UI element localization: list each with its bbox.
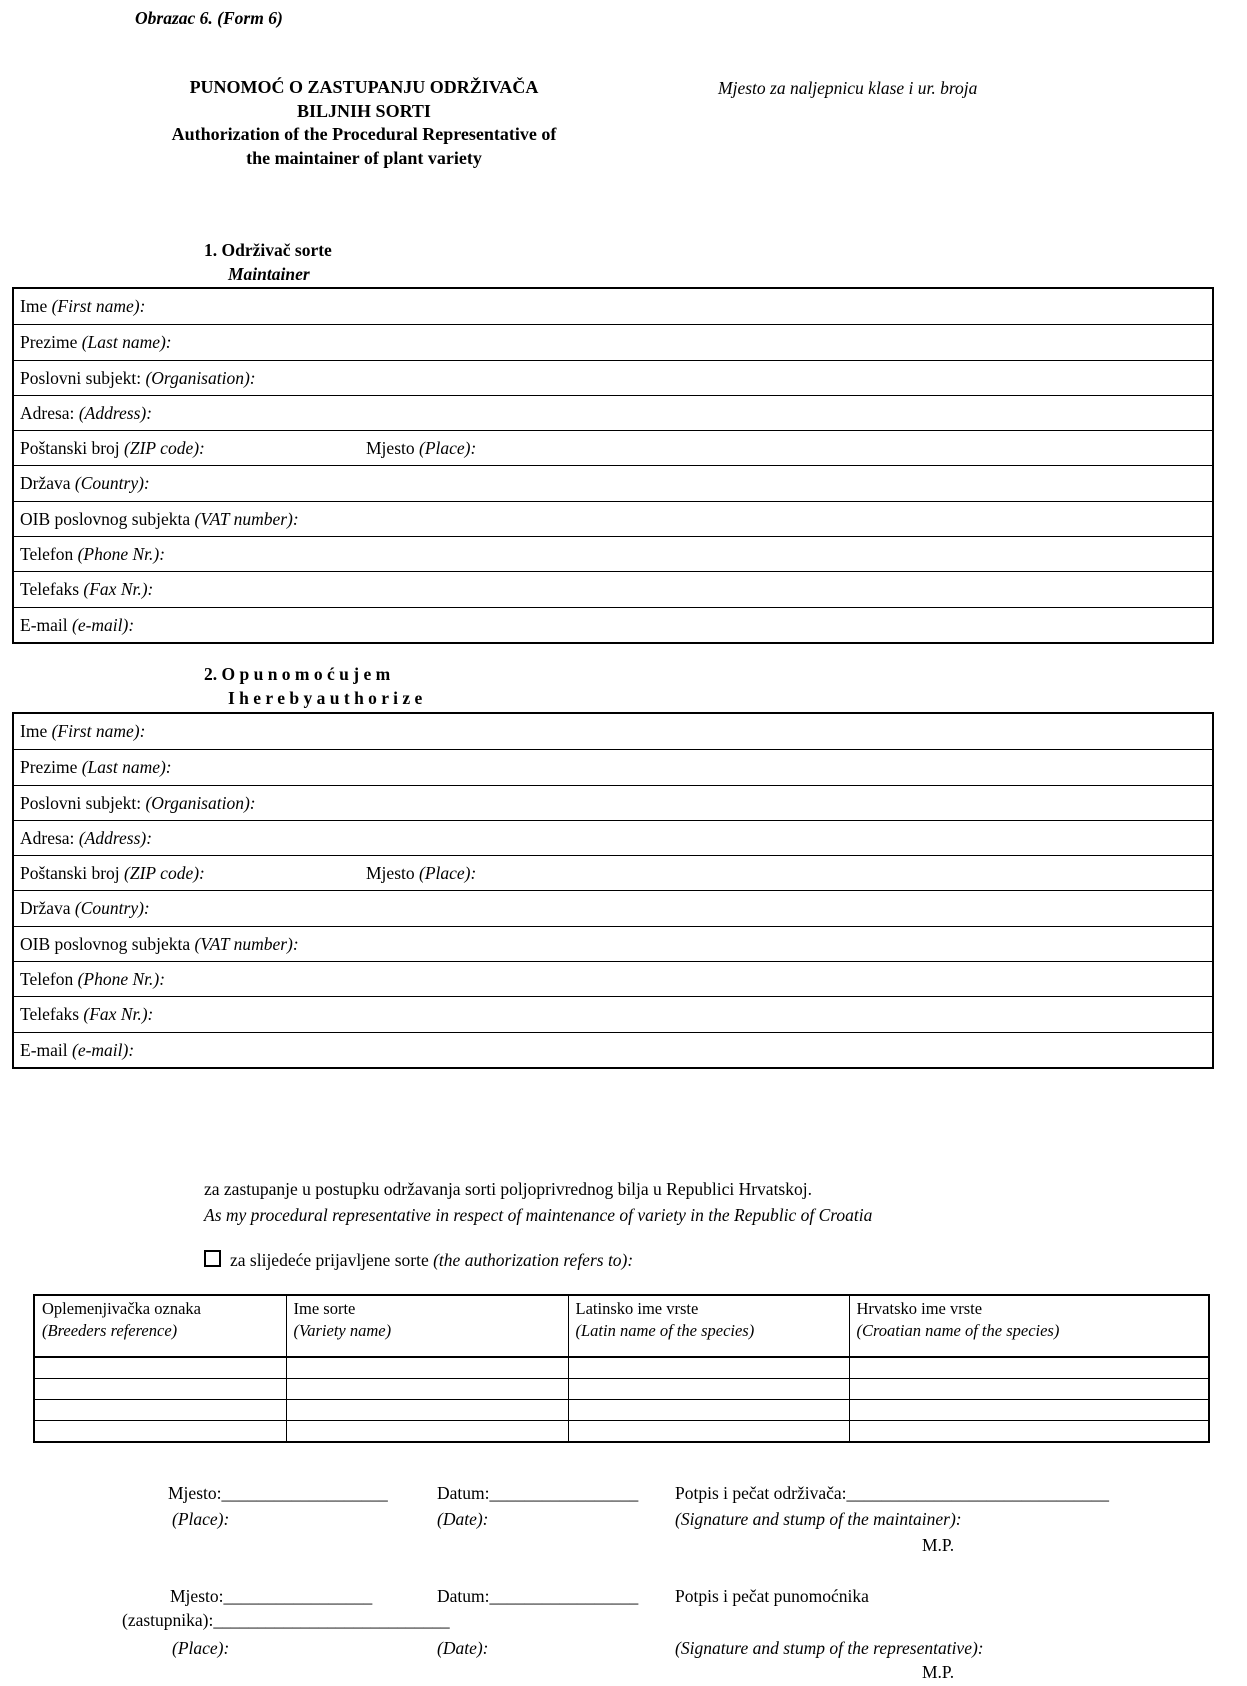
form-title-en-line1: Authorization of the Procedural Representative of [171,124,557,144]
field-label: Država [20,473,71,494]
field-hint: (VAT number): [194,933,299,954]
field-row-adresa [14,395,1212,430]
field-hint: (e-mail): [72,614,135,635]
field-label: Prezime [20,332,78,353]
sig1-mp: M.P. [922,1535,955,1555]
variety-cell [568,1400,849,1421]
field-row-drzava [14,465,1212,500]
col-header-hr: Hrvatsko ime vrste [856,1299,983,1318]
field-hint: (Phone Nr.): [77,969,166,990]
statement [204,1176,872,1228]
sig2-zastupnika-label: (zastupnika): [122,1610,214,1630]
field-label: E-mail [20,1039,68,1060]
variety-cell [34,1421,286,1443]
field-row-telefon [14,961,1212,996]
variety-cell [286,1357,568,1379]
field-hint: (Last name): [81,332,172,353]
sig2-place-line: _________________ [223,1586,373,1606]
form-title-hr-line2: BILJNIH SORTI [297,100,431,121]
field-hint: (Organisation): [145,792,256,813]
field-label: Telefon [20,544,74,565]
col-header-hr: Latinsko ime vrste [575,1299,699,1318]
field-label: Poslovni subjekt: [20,792,142,813]
field-label: Poslovni subjekt: [20,367,142,388]
field-label: OIB poslovnog subjekta [20,933,191,954]
field-row-drzava [14,890,1212,925]
sig1-date [437,1483,638,1504]
field-row-prezime [14,749,1212,784]
col-header-en: (Latin name of the species) [575,1321,755,1340]
sticker-note: Mjesto za naljepnicu klase i ur. broja [718,78,978,98]
field-hint: (Address): [78,402,153,423]
section2-subtitle: I h e r e b y a u t h o r i z e [228,688,423,708]
statement-en: As my procedural representative in respect of maintenance of variety in the Republic of Croatia [204,1205,873,1225]
variety-cell [568,1379,849,1400]
sig2-date [437,1586,638,1607]
field-hint: (Country): [74,898,150,919]
sig2-mp: M.P. [922,1662,955,1682]
field-label: Adresa: [20,827,75,848]
variety-row [34,1400,1209,1421]
sig2-sign-en: (Signature and stump of the representative): [675,1638,984,1658]
sig2-place [170,1586,372,1607]
field-mjesto [366,431,476,466]
variety-cell [34,1400,286,1421]
field-label: Telefaks [20,579,80,600]
field-row-adresa [14,820,1212,855]
varieties-option [204,1250,633,1271]
sig2-sign-label: Potpis i pečat punomoćnika [675,1586,869,1606]
varieties-col-breeders-reference [34,1295,286,1357]
variety-cell [849,1400,1209,1421]
field-row-postanski-broj [14,430,1212,465]
field-label: Telefon [20,969,74,990]
sig1-place-en: (Place): [172,1509,230,1529]
representative-table [12,712,1214,1069]
field-row-oib [14,926,1212,961]
sig1-place-line: ___________________ [221,1483,388,1503]
sig2-zastupnika [122,1610,450,1631]
field-hint: (Organisation): [145,367,256,388]
col-header-en: (Variety name) [293,1321,392,1340]
col-header-en: (Croatian name of the species) [856,1321,1060,1340]
variety-cell [286,1421,568,1443]
sig2-zastupnika-line: ___________________________ [213,1610,450,1630]
sig2-date-en: (Date): [437,1638,489,1658]
variety-row [34,1421,1209,1443]
field-row-postanski-broj [14,855,1212,890]
varieties-col-latin-name [568,1295,849,1357]
maintainer-table [12,287,1214,644]
field-row-telefaks [14,996,1212,1031]
field-hint: (Place): [419,438,477,459]
variety-cell [34,1379,286,1400]
field-hint: (e-mail): [72,1039,135,1060]
field-hint: (Last name): [81,757,172,778]
col-header-hr: Ime sorte [293,1299,356,1318]
form-title-hr-line1: PUNOMOĆ O ZASTUPANJU ODRŽIVAČA [189,77,539,97]
col-header-en: (Breeders reference) [42,1321,178,1340]
field-hint: (Place): [419,863,477,884]
field-hint: (ZIP code): [124,863,205,884]
field-label: Mjesto [366,438,415,459]
variety-cell [286,1400,568,1421]
field-row-email [14,607,1212,642]
variety-cell [568,1421,849,1443]
field-hint: (Phone Nr.): [77,544,166,565]
field-label: Mjesto [366,863,415,884]
sig2-place-label: Mjesto: [170,1586,224,1606]
varieties-header-row [34,1295,1209,1357]
variety-cell [34,1357,286,1379]
field-label: Prezime [20,757,78,778]
sig1-sign [675,1483,1109,1504]
varieties-option-en: (the authorization refers to): [433,1250,634,1270]
sig2-place-en: (Place): [172,1638,230,1658]
sig1-sign-line: ______________________________ [846,1483,1110,1503]
sig2-date-label: Datum: [437,1586,490,1606]
field-hint: (VAT number): [194,508,299,529]
field-label: E-mail [20,614,68,635]
col-header-hr: Oplemenjivačka oznaka [42,1299,201,1318]
field-row-oib [14,501,1212,536]
sig1-date-line: _________________ [489,1483,639,1503]
sig1-sign-label: Potpis i pečat održivača: [675,1483,847,1503]
variety-cell [849,1379,1209,1400]
section2-title: 2. O p u n o m o ć u j e m [204,664,391,684]
sig2-date-line: _________________ [489,1586,639,1606]
field-label: Ime [20,721,48,741]
field-row-ime [14,714,1212,749]
sig1-date-label: Datum: [437,1483,490,1503]
sig1-place [168,1483,388,1504]
sig1-place-label: Mjesto: [168,1483,222,1503]
form-title-en-line2: the maintainer of plant variety [246,147,482,168]
variety-row [34,1357,1209,1379]
field-label: Ime [20,296,48,316]
varieties-col-variety-name [286,1295,568,1357]
variety-cell [568,1357,849,1379]
form-number: Obrazac 6. (Form 6) [135,8,283,28]
field-label: Poštanski broj [20,863,120,884]
field-hint: (First name): [51,721,146,741]
field-label: Telefaks [20,1004,80,1025]
variety-cell [286,1379,568,1400]
field-row-poslovni-subjekt [14,360,1212,395]
variety-row [34,1379,1209,1400]
field-hint: (First name): [51,296,146,316]
sig1-date-en: (Date): [437,1509,489,1529]
varieties-option-hr: za slijedeće prijavljene sorte [230,1250,429,1270]
field-row-ime [14,289,1212,324]
field-hint: (Country): [74,473,150,494]
section1-subtitle: Maintainer [228,264,310,284]
variety-cell [849,1421,1209,1443]
field-hint: (Fax Nr.): [83,579,154,600]
field-mjesto [366,856,476,891]
field-row-email [14,1032,1212,1067]
field-hint: (Address): [78,827,153,848]
field-row-telefaks [14,571,1212,606]
field-row-poslovni-subjekt [14,785,1212,820]
variety-cell [849,1357,1209,1379]
varieties-table [33,1294,1210,1443]
field-label: Poštanski broj [20,438,120,459]
field-label: Država [20,898,71,919]
statement-hr: za zastupanje u postupku održavanja sorti poljoprivrednog bilja u Republici Hrvatskoj. [204,1179,812,1199]
section1-title: 1. Održivač sorte [204,240,332,260]
varieties-col-croatian-name [849,1295,1209,1357]
field-row-prezime [14,324,1212,359]
field-label: Adresa: [20,402,75,423]
checkbox-icon [204,1250,221,1267]
form-title [148,76,580,170]
field-label: OIB poslovnog subjekta [20,508,191,529]
field-hint: (Fax Nr.): [83,1004,154,1025]
field-row-telefon [14,536,1212,571]
sig1-sign-en: (Signature and stump of the maintainer): [675,1509,962,1529]
field-hint: (ZIP code): [124,438,205,459]
